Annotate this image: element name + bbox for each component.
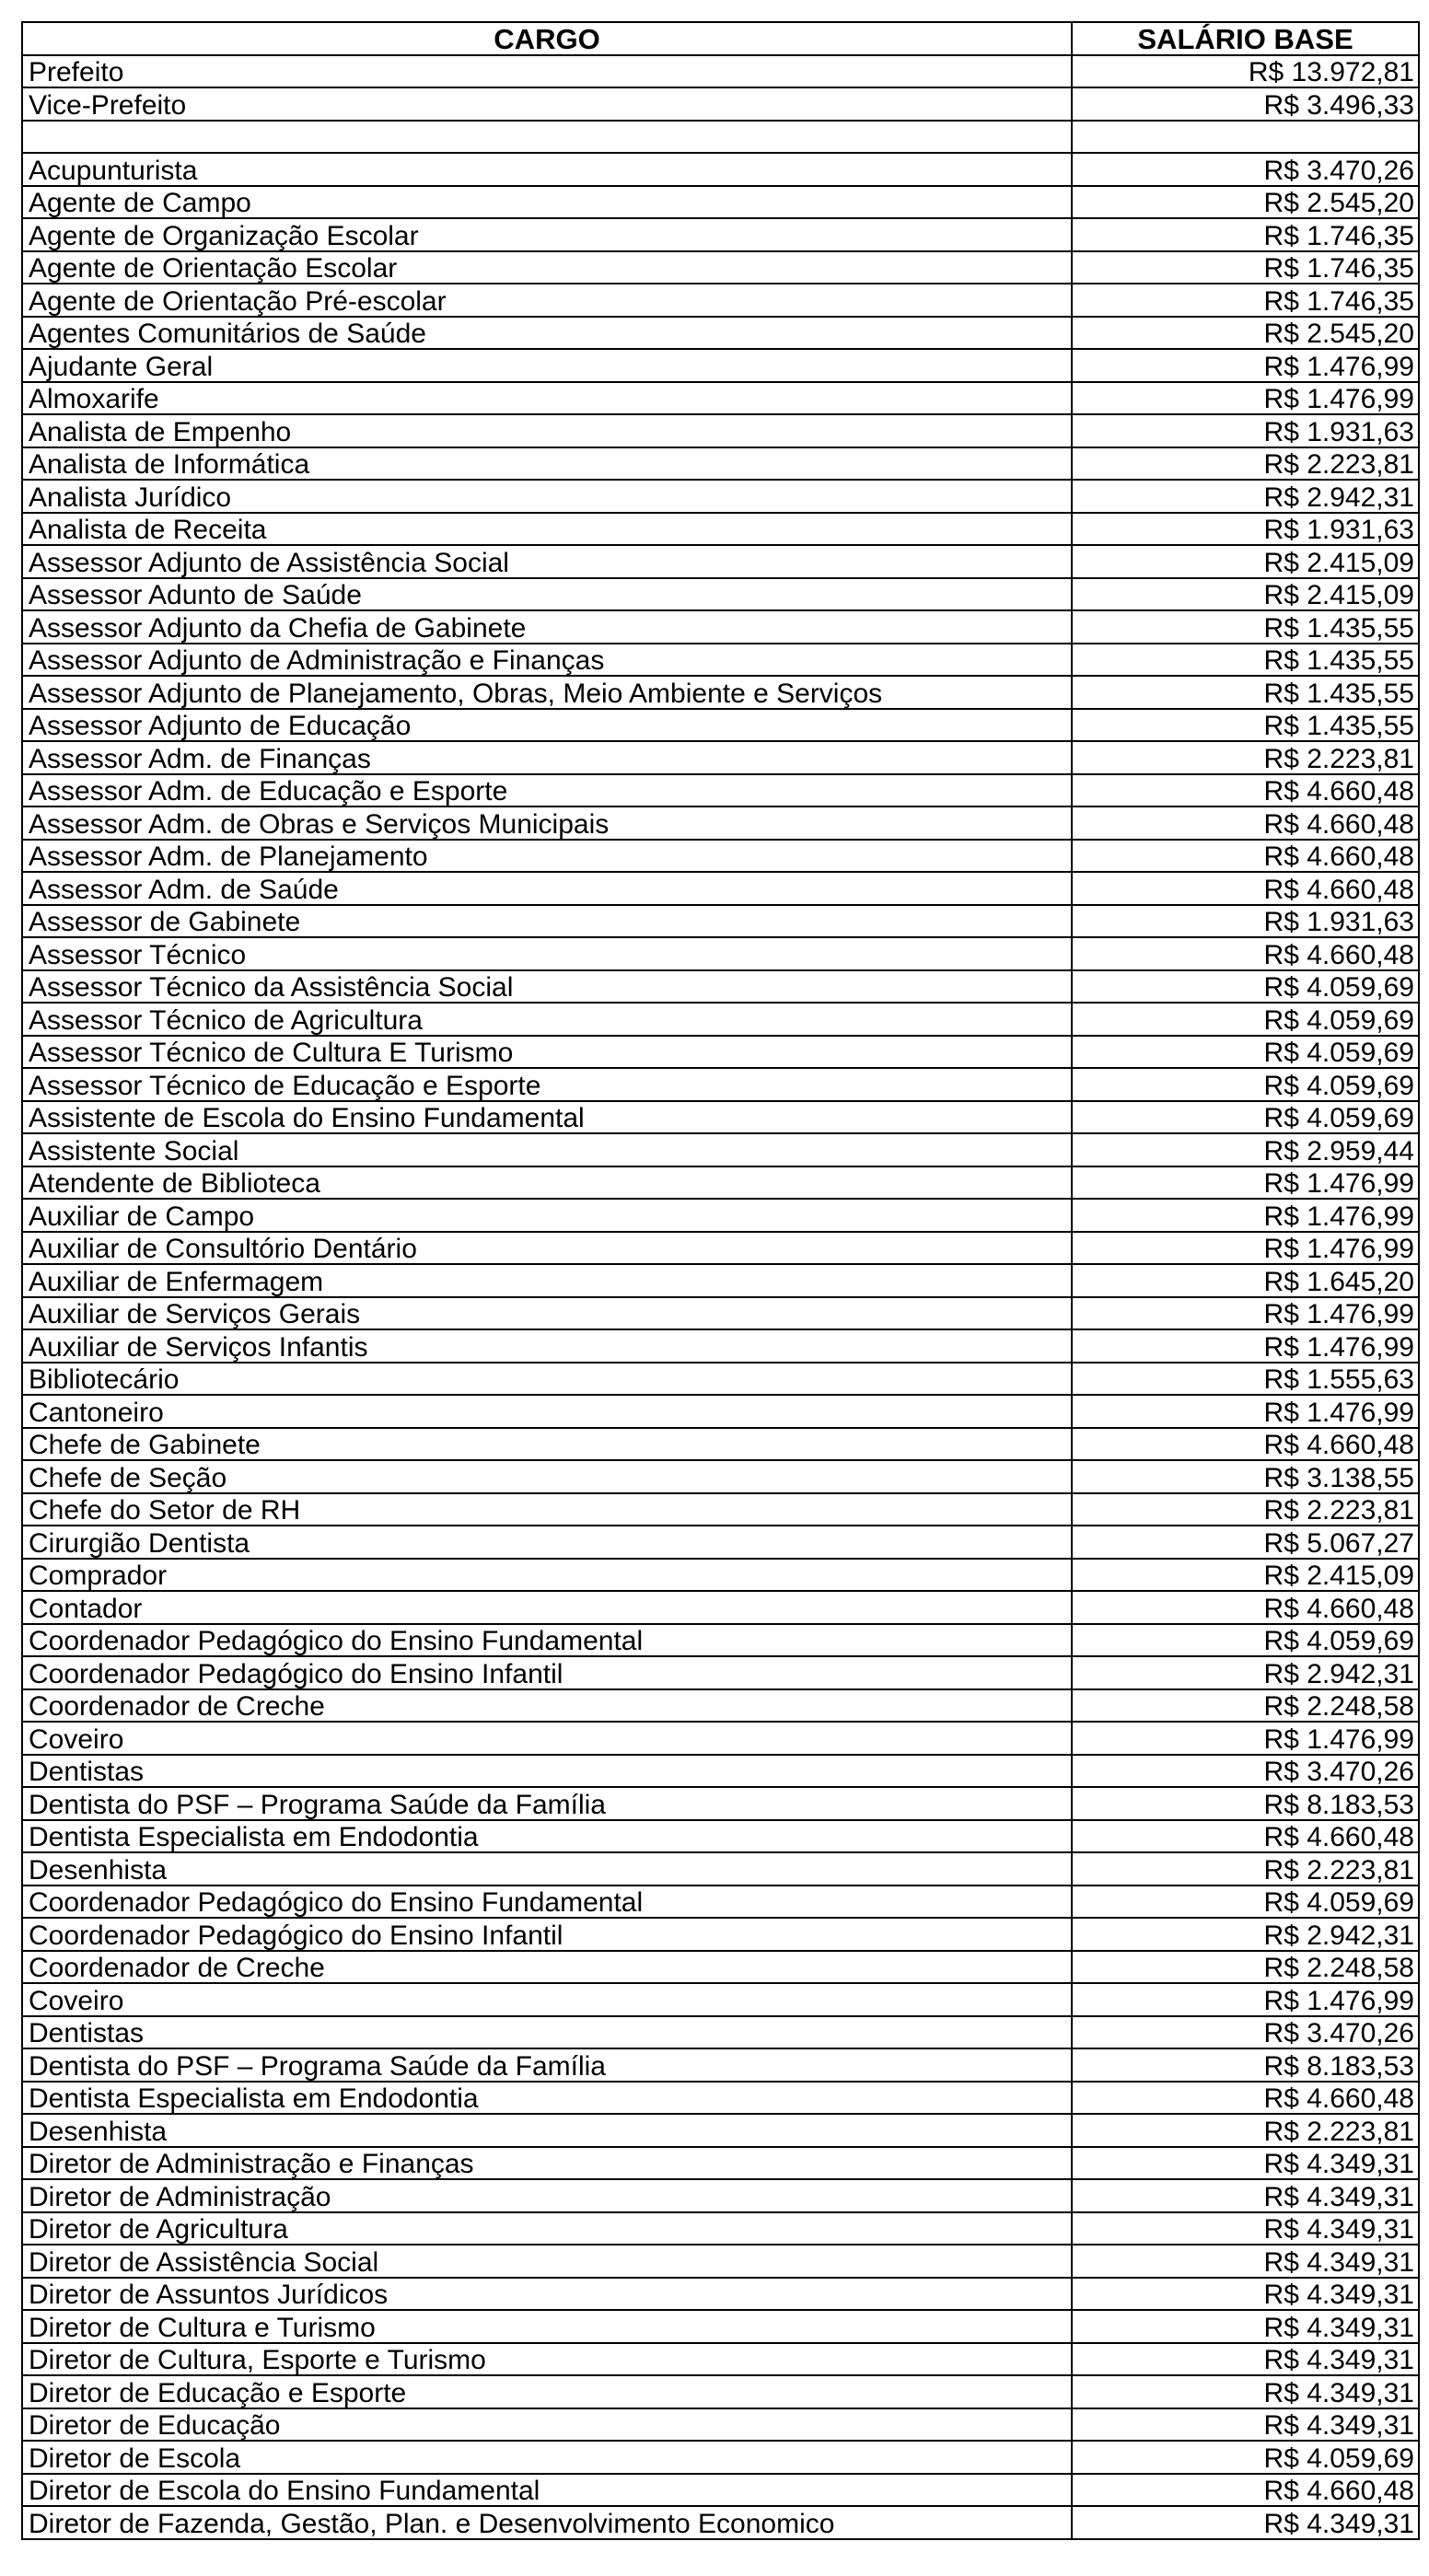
salario-cell: R$ 1.476,99 (1072, 1983, 1419, 2016)
table-row (22, 1983, 1419, 2016)
cargo-cell: Assistente de Escola do Ensino Fundamental (22, 1101, 1072, 1134)
table-row (22, 1820, 1419, 1853)
salario-cell: R$ 1.746,35 (1072, 251, 1419, 284)
table-row (22, 121, 1419, 154)
table-row (22, 1493, 1419, 1526)
salario-cell: R$ 1.931,63 (1072, 905, 1419, 938)
table-row (22, 1329, 1419, 1363)
salario-cell: R$ 4.059,69 (1072, 2441, 1419, 2474)
salario-cell: R$ 1.435,55 (1072, 610, 1419, 644)
salario-cell: R$ 2.223,81 (1072, 1493, 1419, 1526)
salario-cell: R$ 4.349,31 (1072, 2408, 1419, 2442)
salario-cell: R$ 2.942,31 (1072, 1918, 1419, 1951)
table-row (22, 872, 1419, 905)
table-row (22, 186, 1419, 219)
salario-cell: R$ 1.645,20 (1072, 1264, 1419, 1297)
table-row (22, 218, 1419, 251)
table-row (22, 1722, 1419, 1755)
salario-cell: R$ 3.496,33 (1072, 87, 1419, 121)
cargo-cell: Diretor de Assistência Social (22, 2245, 1072, 2278)
table-row (22, 1591, 1419, 1624)
cargo-cell: Agente de Campo (22, 186, 1072, 219)
salario-cell: R$ 4.660,48 (1072, 774, 1419, 807)
cargo-cell: Chefe de Gabinete (22, 1428, 1072, 1461)
table-row (22, 1918, 1419, 1951)
table-row (22, 1428, 1419, 1461)
cargo-cell: Coordenador Pedagógico do Ensino Fundamental (22, 1886, 1072, 1919)
cargo-cell: Auxiliar de Enfermagem (22, 1264, 1072, 1297)
cargo-cell (22, 121, 1072, 154)
table-row (22, 2147, 1419, 2180)
table-row (22, 284, 1419, 317)
table-row (22, 414, 1419, 447)
table-row (22, 349, 1419, 382)
cargo-cell: Coordenador Pedagógico do Ensino Infantil (22, 1656, 1072, 1689)
salario-cell: R$ 2.248,58 (1072, 1689, 1419, 1723)
table-row (22, 1101, 1419, 1134)
table-row (22, 1395, 1419, 1428)
table-row (22, 2408, 1419, 2442)
table-row (22, 447, 1419, 481)
salario-cell: R$ 5.067,27 (1072, 1526, 1419, 1559)
cargo-cell: Assessor Adm. de Saúde (22, 872, 1072, 905)
cargo-cell: Dentista do PSF – Programa Saúde da Família (22, 2048, 1072, 2082)
cargo-cell: Comprador (22, 1559, 1072, 1592)
cargo-cell: Coordenador de Creche (22, 1689, 1072, 1723)
cargo-cell: Assessor de Gabinete (22, 905, 1072, 938)
table-row (22, 2474, 1419, 2507)
table-row (22, 676, 1419, 709)
salario-cell: R$ 2.223,81 (1072, 1852, 1419, 1886)
table-row (22, 644, 1419, 677)
salario-cell: R$ 4.059,69 (1072, 1624, 1419, 1657)
cargo-cell: Auxiliar de Consultório Dentário (22, 1232, 1072, 1265)
cargo-cell: Assistente Social (22, 1133, 1072, 1166)
table-row (22, 1068, 1419, 1101)
cargo-cell: Assessor Adm. de Educação e Esporte (22, 774, 1072, 807)
cargo-cell: Diretor de Cultura, Esporte e Turismo (22, 2343, 1072, 2376)
table-row (22, 1363, 1419, 1396)
salario-cell: R$ 4.059,69 (1072, 1036, 1419, 1069)
cargo-cell: Assessor Adunto de Saúde (22, 578, 1072, 611)
salario-cell: R$ 2.415,09 (1072, 1559, 1419, 1592)
table-row (22, 1003, 1419, 1036)
table-body (22, 55, 1419, 2539)
table-row (22, 55, 1419, 88)
salario-cell: R$ 3.138,55 (1072, 1460, 1419, 1493)
salario-cell: R$ 4.660,48 (1072, 2474, 1419, 2507)
salario-cell: R$ 4.349,31 (1072, 2375, 1419, 2408)
salario-cell: R$ 4.660,48 (1072, 2082, 1419, 2115)
cargo-cell: Auxiliar de Serviços Gerais (22, 1297, 1072, 1330)
column-header-cargo: CARGO (22, 22, 1072, 55)
table-row (22, 2245, 1419, 2278)
cargo-cell: Auxiliar de Serviços Infantis (22, 1329, 1072, 1363)
salario-cell: R$ 4.349,31 (1072, 2343, 1419, 2376)
table-row (22, 1886, 1419, 1919)
salario-cell: R$ 3.470,26 (1072, 1755, 1419, 1788)
table-row (22, 1951, 1419, 1984)
cargo-cell: Assessor Adm. de Finanças (22, 741, 1072, 774)
salario-cell: R$ 1.931,63 (1072, 513, 1419, 546)
salario-cell: R$ 2.223,81 (1072, 741, 1419, 774)
cargo-cell: Coordenador Pedagógico do Ensino Fundamental (22, 1624, 1072, 1657)
salario-cell: R$ 8.183,53 (1072, 2048, 1419, 2082)
salario-cell: R$ 13.972,81 (1072, 55, 1419, 88)
salario-cell: R$ 4.660,48 (1072, 806, 1419, 840)
table-row (22, 317, 1419, 350)
salario-cell: R$ 4.349,31 (1072, 2179, 1419, 2212)
cargo-cell: Diretor de Agricultura (22, 2212, 1072, 2245)
cargo-cell: Contador (22, 1591, 1072, 1624)
cargo-cell: Cantoneiro (22, 1395, 1072, 1428)
cargo-cell: Agente de Orientação Escolar (22, 251, 1072, 284)
table-row (22, 1755, 1419, 1788)
salario-cell: R$ 4.059,69 (1072, 1886, 1419, 1919)
table-row (22, 2048, 1419, 2082)
table-row (22, 840, 1419, 873)
salario-cell: R$ 1.931,63 (1072, 414, 1419, 447)
salario-cell: R$ 1.435,55 (1072, 644, 1419, 677)
salario-cell: R$ 4.059,69 (1072, 1101, 1419, 1134)
table-row (22, 1199, 1419, 1232)
salario-cell: R$ 4.660,48 (1072, 1820, 1419, 1853)
table-row (22, 741, 1419, 774)
cargo-cell: Almoxarife (22, 382, 1072, 415)
cargo-cell: Analista de Receita (22, 513, 1072, 546)
cargo-cell: Agente de Organização Escolar (22, 218, 1072, 251)
salario-cell: R$ 2.545,20 (1072, 186, 1419, 219)
salario-cell: R$ 2.415,09 (1072, 578, 1419, 611)
salario-cell: R$ 1.476,99 (1072, 1329, 1419, 1363)
cargo-cell: Agente de Orientação Pré-escolar (22, 284, 1072, 317)
cargo-cell: Assessor Adjunto da Chefia de Gabinete (22, 610, 1072, 644)
salario-cell: R$ 2.223,81 (1072, 447, 1419, 481)
salario-cell: R$ 4.660,48 (1072, 1591, 1419, 1624)
table-row (22, 709, 1419, 742)
salario-cell: R$ 4.059,69 (1072, 1068, 1419, 1101)
salario-cell: R$ 1.746,35 (1072, 284, 1419, 317)
table-row (22, 1787, 1419, 1820)
cargo-cell: Coordenador Pedagógico do Ensino Infantil (22, 1918, 1072, 1951)
table-row (22, 2114, 1419, 2147)
salario-cell: R$ 1.476,99 (1072, 349, 1419, 382)
cargo-cell: Prefeito (22, 55, 1072, 88)
salario-cell: R$ 4.660,48 (1072, 1428, 1419, 1461)
salario-cell: R$ 4.349,31 (1072, 2212, 1419, 2245)
table-row (22, 153, 1419, 186)
salario-cell: R$ 1.476,99 (1072, 1395, 1419, 1428)
table-row (22, 1526, 1419, 1559)
salario-cell (1072, 121, 1419, 154)
cargo-cell: Assessor Adjunto de Educação (22, 709, 1072, 742)
table-row (22, 2343, 1419, 2376)
salario-cell: R$ 2.248,58 (1072, 1951, 1419, 1984)
salario-cell: R$ 1.476,99 (1072, 1232, 1419, 1265)
table-row (22, 1460, 1419, 1493)
salario-cell: R$ 1.476,99 (1072, 382, 1419, 415)
cargo-cell: Diretor de Administração e Finanças (22, 2147, 1072, 2180)
cargo-cell: Dentista Especialista em Endodontia (22, 2082, 1072, 2115)
salario-cell: R$ 4.660,48 (1072, 937, 1419, 970)
salario-cell: R$ 1.476,99 (1072, 1166, 1419, 1200)
salario-cell: R$ 2.959,44 (1072, 1133, 1419, 1166)
cargo-cell: Acupunturista (22, 153, 1072, 186)
salario-cell: R$ 1.746,35 (1072, 218, 1419, 251)
table-header-row (22, 22, 1419, 55)
cargo-cell: Diretor de Cultura e Turismo (22, 2310, 1072, 2343)
cargo-cell: Analista de Empenho (22, 414, 1072, 447)
cargo-cell: Assessor Adm. de Planejamento (22, 840, 1072, 873)
cargo-cell: Coveiro (22, 1983, 1072, 2016)
table-row (22, 480, 1419, 513)
table-row (22, 1133, 1419, 1166)
table-row (22, 610, 1419, 644)
cargo-cell: Dentistas (22, 1755, 1072, 1788)
table-row (22, 806, 1419, 840)
salario-cell: R$ 4.059,69 (1072, 970, 1419, 1004)
salary-table (21, 21, 1420, 2540)
cargo-cell: Dentista Especialista em Endodontia (22, 1820, 1072, 1853)
salario-cell: R$ 4.349,31 (1072, 2278, 1419, 2311)
table-row (22, 970, 1419, 1004)
cargo-cell: Dentista do PSF – Programa Saúde da Família (22, 1787, 1072, 1820)
cargo-cell: Agentes Comunitários de Saúde (22, 317, 1072, 350)
table-row (22, 2179, 1419, 2212)
cargo-cell: Assessor Adjunto de Planejamento, Obras, Meio Ambiente e Serviços (22, 676, 1072, 709)
cargo-cell: Diretor de Educação (22, 2408, 1072, 2442)
cargo-cell: Chefe do Setor de RH (22, 1493, 1072, 1526)
table-row (22, 1232, 1419, 1265)
cargo-cell: Diretor de Educação e Esporte (22, 2375, 1072, 2408)
table-row (22, 382, 1419, 415)
salario-cell: R$ 1.476,99 (1072, 1199, 1419, 1232)
cargo-cell: Auxiliar de Campo (22, 1199, 1072, 1232)
salario-cell: R$ 1.476,99 (1072, 1722, 1419, 1755)
table-row (22, 1297, 1419, 1330)
table-row (22, 578, 1419, 611)
table-row (22, 2441, 1419, 2474)
cargo-cell: Assessor Técnico (22, 937, 1072, 970)
cargo-cell: Cirurgião Dentista (22, 1526, 1072, 1559)
table-row (22, 2375, 1419, 2408)
table-row (22, 1852, 1419, 1886)
cargo-cell: Diretor de Escola (22, 2441, 1072, 2474)
table-row (22, 2506, 1419, 2539)
table-row (22, 2278, 1419, 2311)
salario-cell: R$ 1.435,55 (1072, 676, 1419, 709)
cargo-cell: Chefe de Seção (22, 1460, 1072, 1493)
table-row (22, 2082, 1419, 2115)
cargo-cell: Assessor Adjunto de Assistência Social (22, 545, 1072, 578)
cargo-cell: Assessor Técnico de Agricultura (22, 1003, 1072, 1036)
salario-cell: R$ 4.660,48 (1072, 872, 1419, 905)
salario-cell: R$ 3.470,26 (1072, 2016, 1419, 2049)
table-row (22, 2310, 1419, 2343)
salario-cell: R$ 4.059,69 (1072, 1003, 1419, 1036)
table-row (22, 251, 1419, 284)
table-row (22, 1656, 1419, 1689)
cargo-cell: Bibliotecário (22, 1363, 1072, 1396)
cargo-cell: Diretor de Fazenda, Gestão, Plan. e Desenvolvimento Economico (22, 2506, 1072, 2539)
salario-cell: R$ 1.476,99 (1072, 1297, 1419, 1330)
salario-cell: R$ 2.942,31 (1072, 480, 1419, 513)
table-row (22, 937, 1419, 970)
cargo-cell: Diretor de Escola do Ensino Fundamental (22, 2474, 1072, 2507)
cargo-cell: Assessor Técnico de Educação e Esporte (22, 1068, 1072, 1101)
salario-cell: R$ 4.349,31 (1072, 2310, 1419, 2343)
column-header-salario: SALÁRIO BASE (1072, 22, 1419, 55)
cargo-cell: Vice-Prefeito (22, 87, 1072, 121)
salario-cell: R$ 4.660,48 (1072, 840, 1419, 873)
salario-cell: R$ 2.545,20 (1072, 317, 1419, 350)
salario-cell: R$ 1.435,55 (1072, 709, 1419, 742)
salario-cell: R$ 2.415,09 (1072, 545, 1419, 578)
table-row (22, 774, 1419, 807)
table-row (22, 1166, 1419, 1200)
cargo-cell: Desenhista (22, 2114, 1072, 2147)
salario-cell: R$ 4.349,31 (1072, 2147, 1419, 2180)
salario-cell: R$ 2.942,31 (1072, 1656, 1419, 1689)
cargo-cell: Coveiro (22, 1722, 1072, 1755)
salario-cell: R$ 2.223,81 (1072, 2114, 1419, 2147)
table-row (22, 2016, 1419, 2049)
cargo-cell: Diretor de Administração (22, 2179, 1072, 2212)
table-row (22, 545, 1419, 578)
cargo-cell: Diretor de Assuntos Jurídicos (22, 2278, 1072, 2311)
cargo-cell: Atendente de Biblioteca (22, 1166, 1072, 1200)
salario-cell: R$ 4.349,31 (1072, 2245, 1419, 2278)
cargo-cell: Assessor Técnico de Cultura E Turismo (22, 1036, 1072, 1069)
salario-cell: R$ 4.349,31 (1072, 2506, 1419, 2539)
cargo-cell: Analista Jurídico (22, 480, 1072, 513)
table-row (22, 1036, 1419, 1069)
salario-cell: R$ 3.470,26 (1072, 153, 1419, 186)
table-row (22, 513, 1419, 546)
table-row (22, 1624, 1419, 1657)
table-row (22, 2212, 1419, 2245)
salario-cell: R$ 8.183,53 (1072, 1787, 1419, 1820)
cargo-cell: Dentistas (22, 2016, 1072, 2049)
table-row (22, 1689, 1419, 1723)
cargo-cell: Assessor Técnico da Assistência Social (22, 970, 1072, 1004)
cargo-cell: Assessor Adjunto de Administração e Finanças (22, 644, 1072, 677)
table-row (22, 1264, 1419, 1297)
cargo-cell: Coordenador de Creche (22, 1951, 1072, 1984)
cargo-cell: Analista de Informática (22, 447, 1072, 481)
cargo-cell: Ajudante Geral (22, 349, 1072, 382)
salario-cell: R$ 1.555,63 (1072, 1363, 1419, 1396)
table-row (22, 905, 1419, 938)
table-row (22, 1559, 1419, 1592)
cargo-cell: Desenhista (22, 1852, 1072, 1886)
cargo-cell: Assessor Adm. de Obras e Serviços Municipais (22, 806, 1072, 840)
table-row (22, 87, 1419, 121)
